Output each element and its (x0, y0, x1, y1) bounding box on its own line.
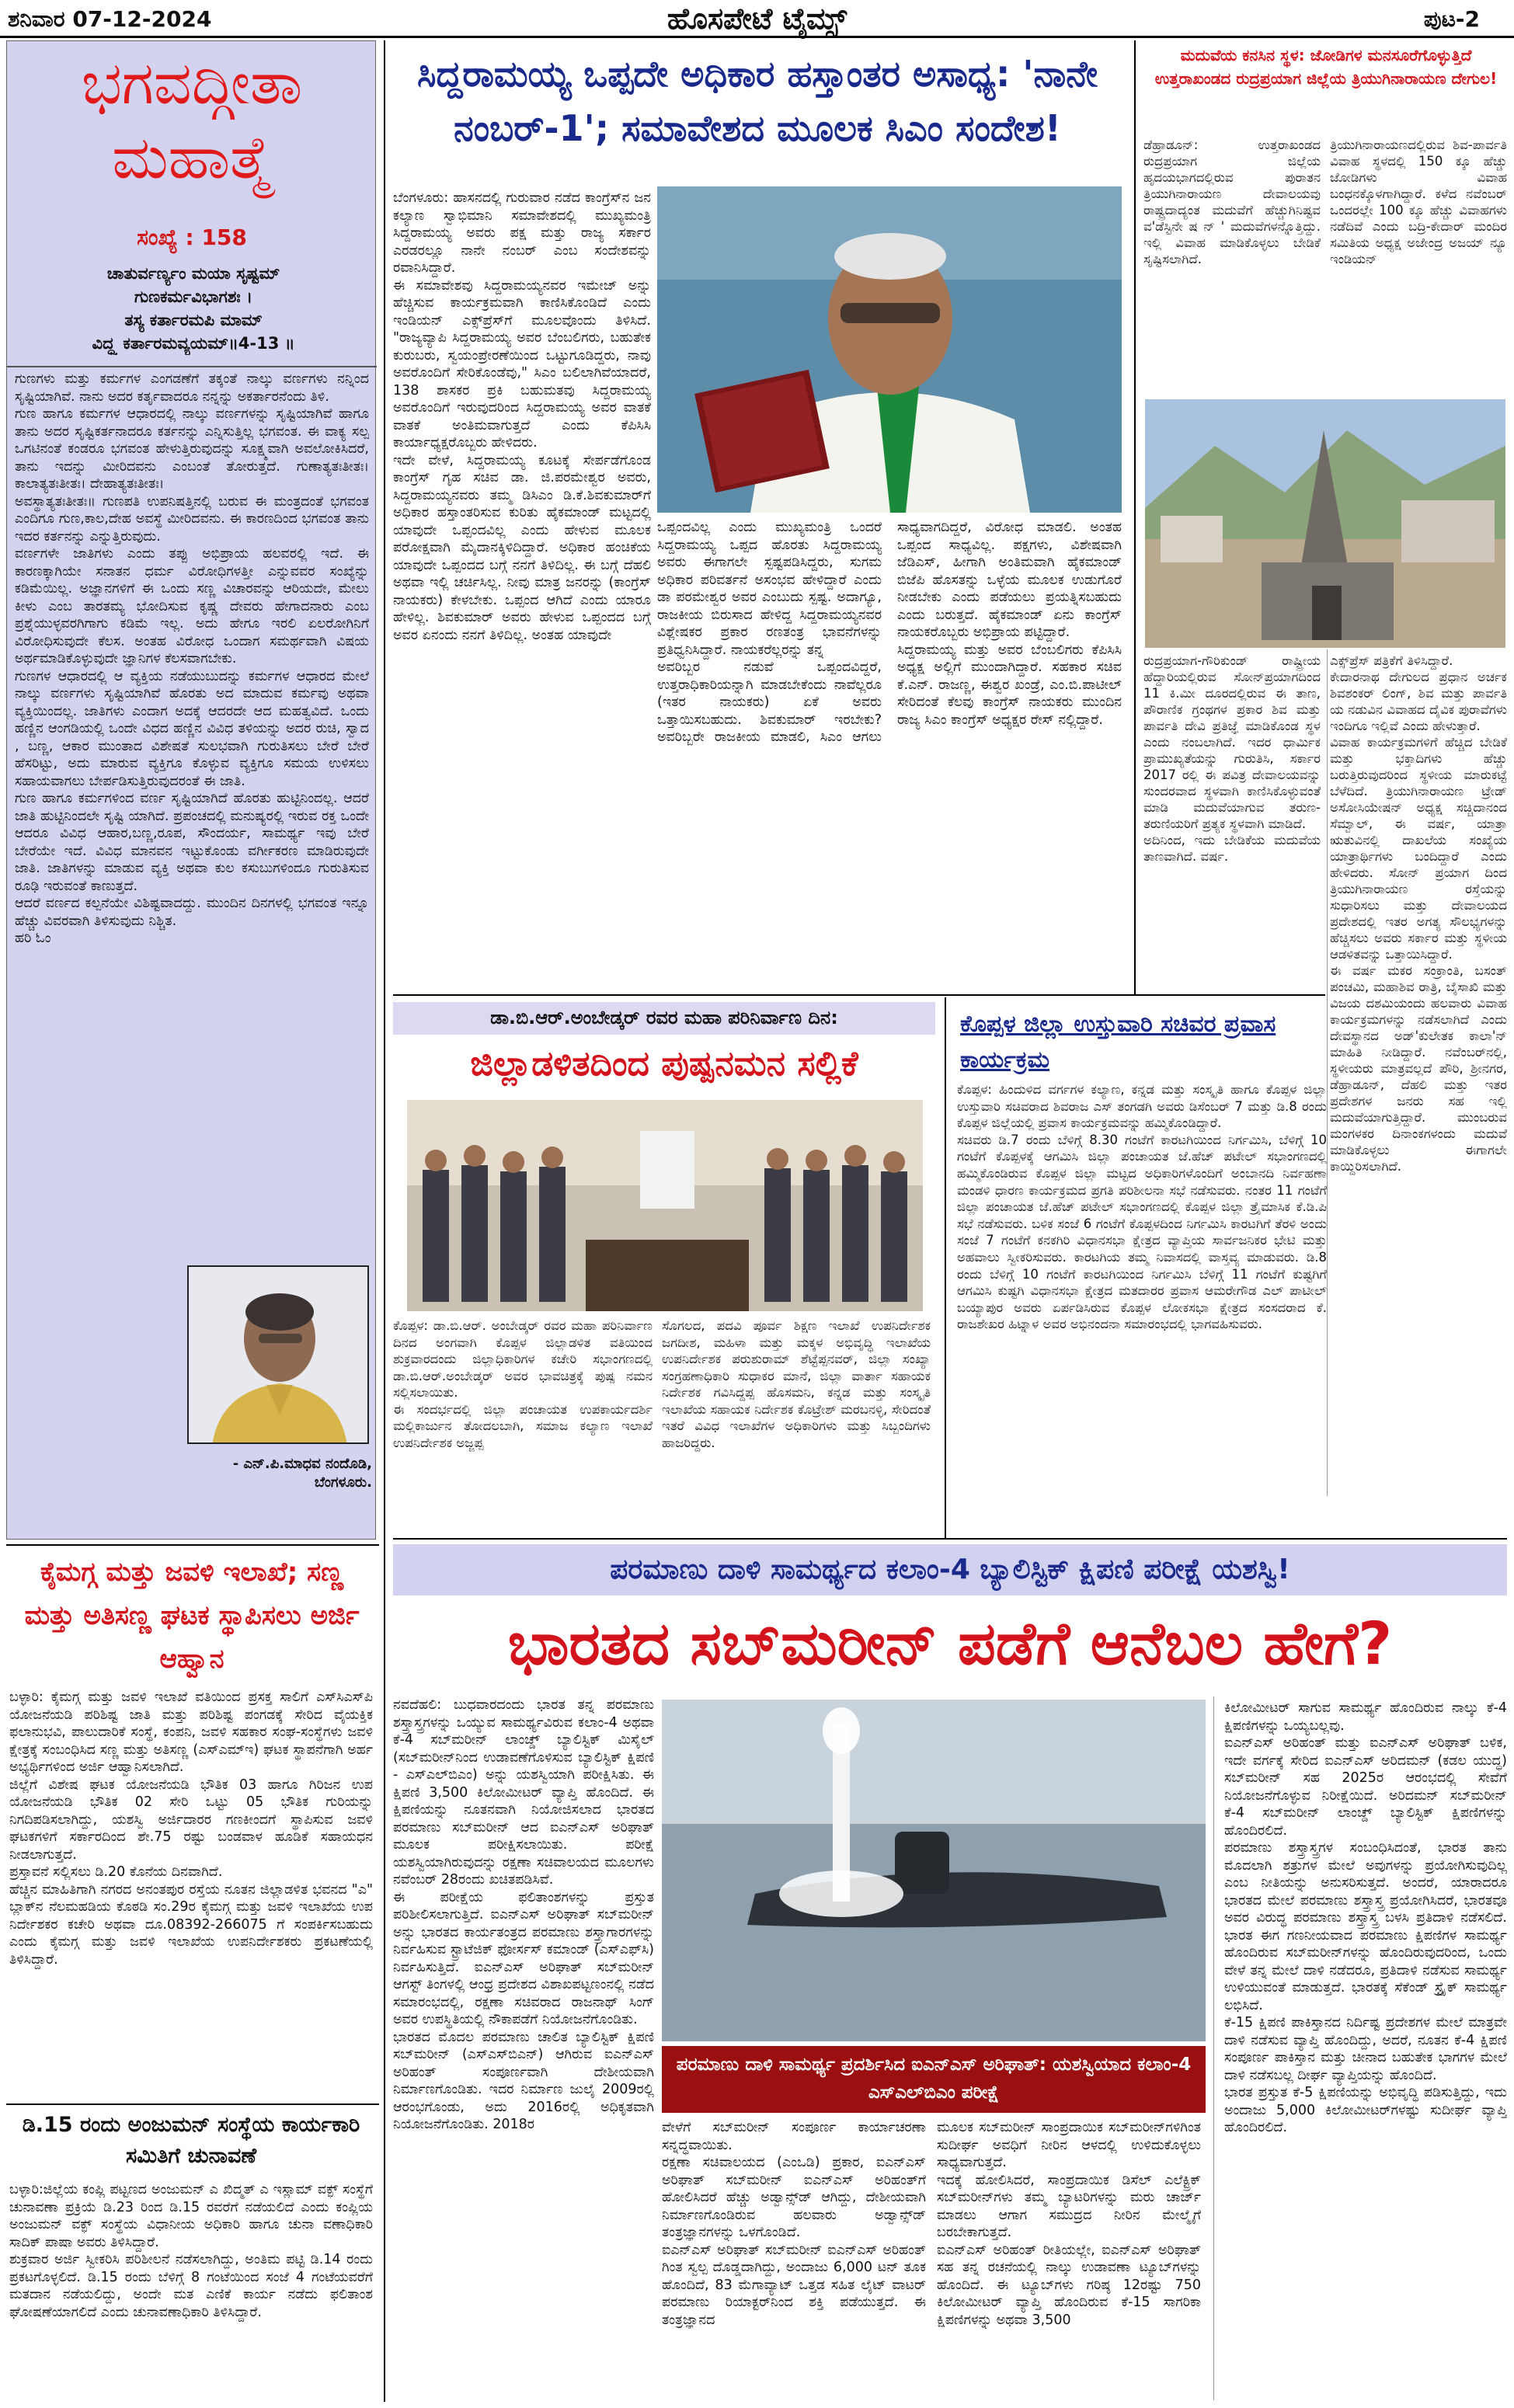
koppal-body: ಕೊಪ್ಪಳ: ಹಿಂದುಳಿದ ವರ್ಗಗಳ ಕಲ್ಯಾಣ, ಕನ್ನಡ ಮತ್ತು ಸಂಸ್ಕೃತಿ ಹಾಗೂ ಕೊಪ್ಪಳ ಜಿಲ್ಲಾ ಉಸ್ತುವಾರಿ ಸಚಿವರಾದ ಶಿವರಾಜ ಎಸ್ ತಂಗಡಗಿ ಅವರು ಡಿಸೆಂಬರ್ 7 ಮತ್ತು ಡಿ.8 ರಂದು ಕೊಪ್ಪಳ ಜಿಲ್ಲೆಯಲ್ಲಿ ಪ್ರವಾಸ ಕಾರ್ಯಕ್ರಮವನ್ನು ಹಮ್ಮಿಕೊಂಡಿದ್ದಾರೆ. ಸಚಿವರು ಡಿ.7 ರಂದು ಬೆಳಿಗ್ಗೆ 8.30 ಗಂಟೆಗೆ ಕಾರಟಗಿಯಿಂದ ನಿರ್ಗಮಿಸಿ, ಬೆಳಿಗ್ಗೆ 10 ಗಂಟೆಗೆ ಕೊಪ್ಪಳಕ್ಕೆ ಆಗಮಿಸಿ ಜಿಲ್ಲಾ ಪಂಚಾಯತ ಜೆ.ಹೆಚ್ ಪಟೇಲ್ ಸಭಾಂಗಣದಲ್ಲಿ ಹಮ್ಮಿಕೊಂಡಿರುವ ಕೊಪ್ಪಳ ಜಿಲ್ಲಾ ಮಟ್ಟದ ಅಧಿಕಾರಿಗಳೊಂದಿಗೆ ಅಂಬಾನದಿ ನಿರ್ವಹಣಾ ಮಂಡಳಿ ಧಾರಣ ಕಾರ್ಯಕ್ರಮದ ಪ್ರಗತಿ ಪರಿಶೀಲನಾ ಸಭೆ ನಡೆಸುವರು. ನಂತರ 11 ಗಂಟೆಗೆ ಜಿಲ್ಲಾ ಪಂಚಾಯತ ಜೆ.ಹೆಚ್ ಪಟೇಲ್ ಸಭಾಂಗಣದಲ್ಲಿ ಕೊಪ್ಪಳ ಜಿಲ್ಲಾ ತ್ರೈಮಾಸಿಕ ಕೆ.ಡಿ.ಪಿ ಸಭೆ ನಡೆಸುವರು. ಬಳಿಕ ಸಂಜೆ 6 ಗಂಟೆಗೆ ಕೊಪ್ಪಳದಿಂದ ನಿರ್ಗಮಿಸಿ ಕಾರಟಗಿಗೆ ತೆರಳಿ ಅಂದು ಸಂಜೆ 7 ಗಂಟೆಗೆ ಕನಕಗಿರಿ ವಿಧಾನಸಭಾ ಕ್ಷೇತ್ರದ ವ್ಯಾಪ್ತಿಯ ಸಾರ್ವಜನಿಕರ ಭೇಟಿ ಮತ್ತು ಅಹವಾಲು ಸ್ವೀಕರಿಸುವರು. ಕಾರಟಗಿಯ ತಮ್ಮ ನಿವಾಸದಲ್ಲಿ ವಾಸ್ತವ್ಯ ಮಾಡುವರು. ಡಿ.8 ರಂದು ಬೆಳಿಗ್ಗೆ 10 ಗಂಟೆಗೆ ಕಾರಟಗಿಯಿಂದ ನಿರ್ಗಮಿಸಿ ಬೆಳಿಗ್ಗೆ 11 ಗಂಟೆಗೆ ಕುಷ್ಟಗಿಗೆ ಆಗಮಿಸಿ ಕುಷ್ಟಗಿ ವಿಧಾನಸಭಾ ಕ್ಷೇತ್ರದ ಮತದಾರರ ಪ್ರವಾಸ ಆಮರೇಗೌಡ ಎಲ್ ಪಾಟೀಲ್ ಬಯ್ಯಾಪುರ ಅವರು ಏರ್ಪಡಿಸಿರುವ ಕೊಪ್ಪಳ ಲೋಕಸಭಾ ಕ್ಷೇತ್ರದ ಸಂಸದರಾದ ಕೆ. ರಾಜಶೇಖರ ಹಿಟ್ನಾಳ ಅವರ ಅಭಿನಂದನಾ ಸಮಾರಂಭದಲ್ಲಿ ಭಾಗವಹಿಸುವರು. (957, 1082, 1327, 1332)
ambedkar-headline: ಜಿಲ್ಲಾಡಳಿತದಿಂದ ಪುಷ್ಪನಮನ ಸಲ್ಲಿಕೆ (470, 1044, 858, 1084)
left-column-rule (384, 40, 385, 2402)
author-photo (187, 1265, 369, 1444)
missile-kicker: ಪರಮಾಣು ದಾಳಿ ಸಾಮರ್ಥ್ಯದ ಕಲಾಂ-4 ಬ್ಯಾಲಿಸ್ಟಿಕ್ ಕ್ಷಿಪಣಿ ಪರೀಕ್ಷೆ ಯಶಸ್ವಿ! (610, 1554, 1290, 1585)
siddu-body-b: ಒಪ್ಪಂದವಿಲ್ಲ ಎಂದು ಮುಖ್ಯಮಂತ್ರಿ ಒಂದರೆ ಸಿದ್ದರಾಮಯ್ಯ ಒಪ್ಪದ ಹೊರತು ಸಿದ್ದರಾಮಯ್ಯ ಅವರು ಈಗಾಗಲೇ ಸ್ಪಷ್ಟಪಡಿಸಿದ್ದರು, ಸುಗಮ ಅಧಿಕಾರ ಪರಿವರ್ತನೆ ಅಸಂಭವ ಹೇಳಿದ್ದಾರೆ ಎಂದು ಡಾ ಪರಮೇಶ್ವರ ಅವರ ಎಂಬುದು ಸ್ಪಷ್ಟ. ಅದಾಗ್ಯೂ, ರಾಜಕೀಯ ಬಿರುಸಾದ ಹೇಳಿದ್ದ ಸಿದ್ದರಾಮಯ್ಯನವರ ವಿಶ್ಲೇಷಕರ ಪ್ರಕಾರ ರಣತಂತ್ರ ಭಾವನೆಗಳನ್ನು ಪ್ರತಿಧ್ವನಿಸಿದ್ದಾರೆ. ನಾಯಕರೆಲ್ಲರನ್ನು ತನ್ನ ಅವರಿಬ್ಬರ ನಡುವೆ ಒಪ್ಪಂದವಿದ್ದರೆ, ಉತ್ತರಾಧಿಕಾರಿಯನ್ನಾಗಿ ಮಾಡಬೇಕೆಂದು ನಾವೆಲ್ಲರೂ (ಇತರ ನಾಯಕರು) ಏಕೆ ಅವರು ಒತ್ತಾಯಿಸಬಹುದು. ಶಿವಕುಮಾರ್ ಇರಬೇಕು? ಅವರಿಬ್ಬರೇ ರಾಜಕೀಯ ಮಾಡಲಿ, ಸಿಎಂ ಆಗಲು ಸಾಧ್ಯವಾಗದಿದ್ದರೆ, ವಿರೋಧ ಮಾಡಲಿ. ಅಂತಹ ಒಪ್ಪಂದ ಸಾಧ್ಯವಿಲ್ಲ. ಪಕ್ಷಗಳು, ವಿಶೇಷವಾಗಿ ಜೆಡಿಎಸ್, ಹೀಗಾಗಿ ಅಂತಿಮವಾಗಿ ಹೈಕಮಾಂಡ್ ಬಿಜೆಪಿ ಹೊಸತನ್ನು ಒಳ್ಳೆಯ ಮೂಲಕ ಉಡುಗೊರೆ ನೀಡಬೇಕು ಎಂದು ಪಡೆಯಲು ಪ್ರಯತ್ನಿಸಬಹುದು ಎಂದು ಬರುತ್ತದೆ. ಹೈಕಮಾಂಡ್ ಏನು ಕಾಂಗ್ರೆಸ್ ನಾಯಕರೊಬ್ಬರು ಅಭಿಪ್ರಾಯ ಪಟ್ಟಿದ್ದಾರೆ. ಸಿದ್ದರಾಮಯ್ಯ ಮತ್ತು ಅವರ ಬೆಂಬಲಿಗರು ಕೆಪಿಸಿಸಿ ಅಧ್ಯಕ್ಷ ಅಲ್ಲಿಗೆ ಮುಂದಾಗಿದ್ದಾರೆ. ಸಹಕಾರ ಸಚಿವ ಕೆ.ಎನ್. ರಾಜಣ್ಣ, ಈಶ್ವರ ಖಂಡ್ರೆ, ಎಂ.ಬಿ.ಪಾಟೀಲ್ ಸೇರಿದಂತೆ ಕೆಲವು ಕಾಂಗ್ರೆಸ್ ನಾಯಕರು ಮುಂದಿನ ರಾಜ್ಯ ಸಿಎಂ ಕಾಂಗ್ರೆಸ್ ಅಧ್ಯಕ್ಷರ ರೇಸ್ ನಲ್ಲಿದ್ದಾರೆ. (657, 520, 1122, 745)
temple-inner-rule (1327, 649, 1328, 1496)
anjuman-body: ಬಳ್ಳಾರಿ:ಜಿಲ್ಲೆಯ ಕಂಪ್ಲಿ ಪಟ್ಟಣದ ಅಂಜುಮನ್ ಎ ಖಿದ್ಮತ್ ಎ ಇಸ್ಲಾಮ್ ವಕ್ಫ್ ಸಂಸ್ಥೆಗೆ ಚುನಾವಣಾ ಪ್ರಕ್ರಿಯೆ ಡಿ.23 ರಿಂದ ಡಿ.15 ರವರೆಗೆ ನಡೆಯಲಿದೆ ಎಂದು ಕಂಪ್ಲಿಯ ಅಂಜುಮನ್ ವಕ್ಫ್ ಸಂಸ್ಥೆಯ ವಿಧಾನೀಯ ಅಧಿಕಾರಿ ಹಾಗೂ ಚುನಾ ವಣಾಧಿಕಾರಿ ಸಾದಿಕ್ ಪಾಷಾ ಅವರು ತಿಳಿಸಿದ್ದಾರೆ. ಶುಕ್ರವಾರ ಅರ್ಜಿ ಸ್ವೀಕರಿಸಿ ಪರಿಶೀಲನೆ ನಡೆಸಲಾಗಿದ್ದು, ಅಂತಿಮ ಪಟ್ಟಿ ಡಿ.14 ರಂದು ಪ್ರಕಟಗೊಳ್ಳಲಿದೆ. ಡಿ.15 ರಂದು ಬೆಳಿಗ್ಗೆ 8 ಗಂಟೆಯಿಂದ ಸಂಜೆ 4 ಗಂಟೆಯವರೆಗೆ ಮತದಾನ ನಡೆಯಲಿದ್ದು, ಅಂದೇ ಮತ ಎಣಿಕೆ ಕಾರ್ಯ ನಡೆದು ಫಲಿತಾಂಶ ಘೋಷಣೆಯಾಗಲಿದೆ ಎಂದು ಚುನಾವಣಾಧಿಕಾರಿ ತಿಳಿಸಿದ್ದಾರೆ. (9, 2182, 373, 2320)
missile-col4: ಕಿಲೋಮೀಟರ್ ಸಾಗುವ ಸಾಮರ್ಥ್ಯ ಹೊಂದಿರುವ ನಾಲ್ಕು ಕೆ-4 ಕ್ಷಿಪಣಿಗಳನ್ನು ಒಯ್ಯಬಲ್ಲವು. ಐಎನ್‌ಎಸ್ ಅರಿಹಂತ್ ಮತ್ತು ಐಎನ್‌ಎಸ್ ಅರಿಘಾತ್ ಬಳಿಕ, ಇದೇ ವರ್ಗಕ್ಕೆ ಸೇರಿದ ಐಎನ್‌ಎಸ್ ಅರಿದಮನ್ (ಕಡಲ ಯುದ್ಧ) ಸಬ್‌ಮರೀನ್ ಸಹ 2025ರ ಆರಂಭದಲ್ಲಿ ಸೇವೆಗೆ ನಿಯೋಜನೆಗೊಳ್ಳುವ ನಿರೀಕ್ಷೆಯಿದೆ. ಅರಿದಮನ್ ಸಬ್‌ಮರೀನ್ ಕೆ-4 ಸಬ್‌ಮರೀನ್ ಲಾಂಚ್ಡ್ ಬ್ಯಾಲಿಸ್ಟಿಕ್ ಕ್ಷಿಪಣಿಗಳನ್ನು ಹೊಂದಿರಲಿದೆ. ಪರಮಾಣು ಶಸ್ತ್ರಾಸ್ತ್ರಗಳ ಸಂಬಂಧಿಸಿದಂತೆ, ಭಾರತ ತಾನು ಮೊದಲಾಗಿ ಶತ್ರುಗಳ ಮೇಲೆ ಅವುಗಳನ್ನು ಪ್ರಯೋಗಿಸುವುದಿಲ್ಲ ಎಂಬ ನೀತಿಯನ್ನು ಅನುಸರಿಸುತ್ತದೆ. ಅಂದರೆ, ಯಾರಾದರೂ ಭಾರತದ ಮೇಲೆ ಪರಮಾಣು ಶಸ್ತ್ರಾಸ್ತ್ರ ಪ್ರಯೋಗಿಸಿದರೆ, ಭಾರತವೂ ಅವರ ವಿರುದ್ಧ ಪರಮಾಣು ಶಸ್ತ್ರಾಸ್ತ್ರ ಬಳಸಿ ಪ್ರತಿದಾಳಿ ನಡೆಸಲಿದೆ. ಭಾರತ ಈಗ ಗಣನೀಯವಾದ ಪರಮಾಣು ಕ್ಷಿಪಣಿಗಳ ಸಾಮರ್ಥ್ಯ ಹೊಂದಿರುವ ಸಬ್‌ಮರೀನ್‌ಗಳನ್ನು ಹೊಂದಿರುವುದರಿಂದ, ಒಂದು ವೇಳೆ ತನ್ನ ಮೇಲೆ ದಾಳಿ ನಡೆದರೂ, ಪ್ರತಿದಾಳಿ ನಡೆಸುವ ಸಾಮರ್ಥ್ಯ ಉಳಿಯುವಂತೆ ಮಾಡುತ್ತದೆ. ಭಾರತಕ್ಕೆ ಸೆಕೆಂಡ್ ಸ್ಟ್ರೈಕ್ ಸಾಮರ್ಥ್ಯ ಲಭಿಸಿದೆ. ಕೆ-15 ಕ್ಷಿಪಣಿ ಪಾಕಿಸ್ತಾನದ ನಿರ್ದಿಷ್ಟ ಪ್ರದೇಶಗಳ ಮೇಲೆ ಮಾತ್ರವೇ ದಾಳಿ ನಡೆಸುವ ವ್ಯಾಪ್ತಿ ಹೊಂದಿದ್ದು, ಅದರೆ, ನೂತನ ಕೆ-4 ಕ್ಷಿಪಣಿ ಸಂಪೂರ್ಣ ಪಾಕಿಸ್ತಾನ ಮತ್ತು ಚೀನಾದ ಬಹುತೇಕ ಭಾಗಗಳ ಮೇಲೆ ದಾಳಿ ನಡೆಸಬಲ್ಲ ದೀರ್ಘ ವ್ಯಾಪ್ತಿಯನ್ನು ಹೊಂದಿದೆ. ಭಾರತ ಪ್ರಸ್ತುತ ಕೆ-5 ಕ್ಷಿಪಣಿಯನ್ನು ಅಭಿವೃದ್ಧಿ ಪಡಿಸುತ್ತಿದ್ದು, ಇದು ಅಂದಾಜು 5,000 ಕಿಲೋಮೀಟರ್‌ಗಳಷ್ಟು ಸುದೀರ್ಘ ವ್ಯಾಪ್ತಿ ಹೊಂದಿರಲಿದೆ. (1224, 1700, 1507, 2135)
missile-photo (662, 1700, 1206, 2041)
ambedkar-kicker: ಡಾ.ಬಿ.ಆರ್.ಅಂಬೇಡ್ಕರ್ ರವರ ಮಹಾ ಪರಿನಿರ್ವಾಣ ದಿನ: (490, 1007, 838, 1028)
koppal-headline: ಕೊಪ್ಪಳ ಜಿಲ್ಲಾ ಉಸ್ತುವಾರಿ ಸಚಿವರ ಪ್ರವಾಸ ಕಾರ್ಯಕ್ರಮ (960, 1011, 1276, 1074)
missile-kicker-box (393, 1544, 1507, 1595)
temple-body-a: ಡೆಹ್ರಾಡೂನ್: ಉತ್ತರಾಖಂಡದ ರುದ್ರಪ್ರಯಾಗ ಜಿಲ್ಲೆಯ ಹೃದಯಭಾಗದಲ್ಲಿರುವ ಪುರಾತನ ತ್ರಿಯುಗಿನಾರಾಯಣ ದೇವಾಲಯವು ರಾಷ್ಟ್ರದಾದ್ಯಂತ ಮದುವೆಗೆ ಹೆಚ್ಚುಗಿನಿಷ್ಟವ ವ'ಡೆಸ್ಟಿನೇ ಷ ನ್ ' ಮದುವೆಗಳನ್ನೊತ್ತಿದ್ದು. ಇಲ್ಲಿ ವಿವಾಹ ಮಾಡಿಕೊಳ್ಳಲು ಬೇಡಿಕೆ ಸೃಷ್ಟಿಸಲಾಗಿದೆ. (1143, 137, 1321, 266)
ambedkar-body-a: ಕೊಪ್ಪಳ: ಡಾ.ಬಿ.ಆರ್. ಅಂಬೇಡ್ಕರ್ ರವರ ಮಹಾ ಪರಿನಿರ್ವಾಣ ದಿನದ ಅಂಗವಾಗಿ ಕೊಪ್ಪಳ ಜಿಲ್ಲಾಡಳಿತ ವತಿಯಿಂದ ಶುಕ್ರವಾರದಂದು ಜಿಲ್ಲಾಧಿಕಾರಿಗಳ ಕಚೇರಿ ಸಭಾಂಗಣದಲ್ಲಿ ಡಾ.ಬಿ.ಆರ್.ಅಂಬೇಡ್ಕರ್ ಅವರ ಭಾವಚಿತ್ರಕ್ಕೆ ಪುಷ್ಪ ನಮನ ಸಲ್ಲಿಸಲಾಯಿತು. ಈ ಸಂದರ್ಭದಲ್ಲಿ ಜಿಲ್ಲಾ ಪಂಚಾಯತ ಉಪಕಾರ್ಯದರ್ಶಿ ಮಲ್ಲಿಕಾರ್ಜುನ ತೋದಲಬಾಗಿ, ಸಮಾಜ ಕಲ್ಯಾಣ ಇಲಾಖೆ ಉಪನಿರ್ದೇಶಕ ಅಜ್ಜಪ್ಪ (393, 1318, 653, 1450)
siddu-headline: ಸಿದ್ದರಾಮಯ್ಯ ಒಪ್ಪದೇ ಅಧಿಕಾರ ಹಸ್ತಾಂತರ ಅಸಾಧ್ಯ: 'ನಾನೇ ನಂಬರ್-1'; ಸಮಾವೇಶದ ಮೂಲಕ ಸಿಎಂ ಸಂದೇಶ! (417, 53, 1098, 149)
mid-row-rule (393, 994, 1325, 996)
trijuginarayan-temple-image (1145, 399, 1505, 648)
koppal-column-rule (945, 997, 946, 1538)
temple-body-b: ತ್ರಿಯುಗಿನಾರಾಯಣದಲ್ಲಿರುವ ಶಿವ-ಪಾರ್ವತಿ ವಿವಾಹ ಸ್ಥಳದಲ್ಲಿ 150 ಕ್ಕೂ ಹೆಚ್ಚು ಜೋಡಿಗಳು ವಿವಾಹ ಬಂಧನಕ್ಕೊಳಗಾಗಿದ್ದಾರೆ. ಕಳೆದ ನವೆಂಬರ್ ಒಂದರಲ್ಲೇ 100 ಕ್ಕೂ ಹೆಚ್ಚು ವಿವಾಹಗಳು ನಡೆದಿವೆ ಎಂದು ಬದ್ರಿ-ಕೇದಾರ್ ಮಂದಿರ ಸಮಿತಿಯ ಅಧ್ಯಕ್ಷ ಅಜೇಂದ್ರ ಅಜಯ್ ನ್ಯೂ ಇಂಡಿಯನ್ (1330, 137, 1507, 266)
missile-top-rule (393, 1538, 1507, 1540)
siddu-body-a: ಬೆಂಗಳೂರು: ಹಾಸನದಲ್ಲಿ ಗುರುವಾರ ನಡೆದ ಕಾಂಗ್ರೆಸ್‌ನ ಜನ ಕಲ್ಯಾಣ ಸ್ವಾಭಿಮಾನಿ ಸಮಾವೇಶದಲ್ಲಿ ಮುಖ್ಯಮಂತ್ರಿ ಸಿದ್ದರಾಮಯ್ಯ ಅವರು ಪಕ್ಷ ಮತ್ತು ರಾಜ್ಯ ಸರ್ಕಾರ ಎರಡರಲ್ಲೂ ನಾನೇ ನಂಬರ್ ಎಂಬ ಸಂದೇಶವನ್ನು ರವಾನಿಸಿದ್ದಾರೆ. ಈ ಸಮಾವೇಶವು ಸಿದ್ದರಾಮಯ್ಯನವರ ಇಮೇಜ್ ಅನ್ನು ಹೆಚ್ಚಿಸುವ ಕಾರ್ಯಕ್ರಮವಾಗಿ ಕಾಣಿಸಿಕೊಂಡಿದೆ ಎಂದು ಇಂಡಿಯನ್ ಎಕ್ಸ್‌ಪ್ರೆಸ್‌ಗೆ ಮೂಲವೊಂದು ತಿಳಿಸಿದೆ. "ರಾಜ್ಯವ್ಯಾಪಿ ಸಿದ್ದರಾಮಯ್ಯ ಅವರ ಬೆಂಬಲಿಗರು, ಬಹುತೇಕ ಕುರುಬರು, ಸ್ವಯಂಪ್ರೇರಣೆಯಿಂದ ಒಟ್ಟುಗೂಡಿದ್ದರು, ನಾವು ಅವರೊಂದಿಗೆ ಸೇರಿಕೊಂಡೆವು," ಸಿಎಂ ಬಲಿಲಾಗಿವೆಯಾದರೆ, 138 ಶಾಸಕರ ಪ್ರಕಿ ಬಹುಮತವು ಸಿದ್ದರಾಮಯ್ಯ ಅವರೊಂದಿಗೆ ಇರುವುದರಿಂದ ಸಿದ್ದರಾಮಯ್ಯ ಅವರ ವಾತಕೆ ವಾತಕೆ ಅಂತಿಮವಾಗುತ್ತದೆ ಎಂದು ಕೆಪಿಸಿಸಿ ಕಾರ್ಯಾಧ್ಯಕ್ಷರೊಬ್ಬರು ಹೇಳಿದರು. ಇದೇ ವೇಳೆ, ಸಿದ್ದರಾಮಯ್ಯ ಕೂಟಕ್ಕೆ ಸೇರ್ಪಡೆಗೊಂಡ ಕಾಂಗ್ರೆಸ್ ಗೃಹ ಸಚಿವ ಡಾ. ಜಿ.ಪರಮೇಶ್ವರ ಅವರು, ಸಿದ್ದರಾಮಯ್ಯನವರು ತಮ್ಮ ಡಿಸಿಎಂ ಡಿ.ಕೆ.ಶಿವಕುಮಾರ್‌ಗೆ ಅಧಿಕಾರ ಹಸ್ತಾಂತರಿಸುವ ಕುರಿತು ಹೈಕಮಾಂಡ್ ಮಟ್ಟದಲ್ಲಿ ಯಾವುದೇ ಒಪ್ಪಂದವಿಲ್ಲ ಎಂದು ಹೇಳುವ ಮೂಲಕ ಪರೋಕ್ಷವಾಗಿ ಮೈದಾನಕ್ಕಿಳಿದಿದ್ದಾರೆ. ಅಧಿಕಾರ ಹಂಚಿಕೆಯ ಯಾವುದೇ ಒಪ್ಪಂದದ ಬಗ್ಗೆ ನನಗೆ ತಿಳಿದಿಲ್ಲ. ಈ ಬಗ್ಗೆ ದೆಹಲಿ ಅಥವಾ ಇಲ್ಲಿ ಚರ್ಚಿಸಿಲ್ಲ. ನೀವು ಮಾತ್ರ ಜನರನ್ನು (ಕಾಂಗ್ರೆಸ್ ನಾಯಕರು) ಕೇಳಬೇಕು. ಒಪ್ಪಂದ ಆಗಿದೆ ಎಂದು ಯಾರೂ ಹೇಳಿಲ್ಲ. ಶಿವಕುಮಾರ್ ಅವರು ಹೇಳುವ ಒಪ್ಪಂದದ ಬಗ್ಗೆ ಅವರ ಏನಂದು ನನಗೆ ತಿಳಿದಿಲ್ಲ. ಅಂತಹ ಯಾವುದೇ (393, 190, 651, 643)
gita-author: - ಎನ್.ಪಿ.ಮಾಧವ ನಂದೊಡಿ, ಬೆಂಗಳೂರು. (232, 1456, 372, 1491)
siddu-photo (657, 186, 1122, 513)
missile-caption: ಪರಮಾಣು ದಾಳಿ ಸಾಮರ್ಥ್ಯ ಪ್ರದರ್ಶಿಸಿದ ಐಎನ್‌ಎಸ್ ಅರಿಘಾತ್: ಯಶಸ್ವಿಯಾದ ಕಲಾಂ-4 ಎಸ್‌ಎಲ್‌ಬಿಎಂ ಪರೀಕ್ಷೆ (676, 2055, 1192, 2103)
ambedkar-photo (407, 1100, 923, 1311)
gita-title: ಭಗವದ್ಗೀತಾ ಮಹಾತ್ಮೆ (81, 48, 303, 192)
temple-column-rule (1134, 40, 1136, 996)
temple-body-d: ಎಕ್ಸ್‌ಪ್ರೆಸ್ ಪತ್ರಿಕೆಗೆ ತಿಳಿಸಿದ್ದಾರೆ. ಕೇದಾರನಾಥ ದೇಗುಲದ ಪ್ರಧಾನ ಅರ್ಚಕ ಶಿವಶಂಕರ್ ಲಿಂಗ್, ಶಿವ ಮತ್ತು ಪಾರ್ವತಿ ಯ ನಡುವಿನ ವಿವಾಹದ ದೈವಿಕ ಪುರಾವೆಗಳು ಇಂದಿಗೂ ಇಲ್ಲಿವೆ ಎಂದು ಹೇಳುತ್ತಾರೆ. ವಿವಾಹ ಕಾರ್ಯಕ್ರಮಗಳಿಗೆ ಹೆಚ್ಚಿದ ಬೇಡಿಕೆ ಮತ್ತು ಭಕ್ತಾದಿಗಳು ಹೆಚ್ಚು ಬರುತ್ತಿರುವುದರಿಂದ ಸ್ಥಳೀಯ ಮಾರುಕಟ್ಟೆ ಬೆಳೆದಿದೆ. ತ್ರಿಯುಗಿನಾರಾಯಣ ಟ್ರೇಡ್ ಅಸೋಸಿಯೇಷನ್ ಅಧ್ಯಕ್ಷ ಸಚ್ಚಿದಾನಂದ ಸೆಮ್ವಾಲ್, ಈ ವರ್ಷ, ಯಾತ್ರಾ ಋತುವಿನಲ್ಲಿ ದಾಖಲೆಯ ಸಂಖ್ಯೆಯ ಯಾತ್ರಾರ್ಥಿಗಳು ಬಂದಿದ್ದಾರೆ ಎಂದು ಹೇಳಿದರು. ಸೋನ್ ಪ್ರಯಾಗ ದಿಂದ ತ್ರಿಯುಗಿನಾರಾಯಣ ರಸ್ತೆಯನ್ನು ಸುಧಾರಿಸಲು ಮತ್ತು ದೇವಾಲಯದ ಪ್ರದೇಶದಲ್ಲಿ ಇತರ ಅಗತ್ಯ ಸೌಲಭ್ಯಗಳನ್ನು ಹೆಚ್ಚಿಸಲು ಅವರು ಸರ್ಕಾರ ಮತ್ತು ಸ್ಥಳೀಯ ಆಡಳಿತವನ್ನು ಒತ್ತಾಯಿಸಿದ್ದಾರೆ. ಈ ವರ್ಷ ಮಕರ ಸಂಕ್ರಾಂತಿ, ಬಸಂತ್ ಪಂಚಮಿ, ಮಹಾಶಿವ ರಾತ್ರಿ, ಬೈಸಾಖಿ ಮತ್ತು ವಿಜಯ ದಶಮಿಯಂದು ಹಲವಾರು ವಿವಾಹ ಕಾರ್ಯಕ್ರಮಗಳನ್ನು ನಡೆಸಲಾಗಿದೆ ಎಂದು ದೇವಸ್ಥಾನದ ಅಡ್'ಕುಲೇತಕ ಕಾಲಾ'ನ್ ಮಾಹಿತಿ ನೀಡಿದ್ದಾರೆ. ನವೆಂಬರ್‌ನಲ್ಲಿ, ಸ್ಥಳೀಯರು ಮಾತ್ರವಲ್ಲದೆ ಪೌರಿ, ಶ್ರೀನಗರ, ಡೆಹ್ರಾಡೂನ್, ದೆಹಲಿ ಮತ್ತು ಇತರ ಪ್ರದೇಶಗಳ ಜನರು ಸಹ ಇಲ್ಲಿ ಮದುವೆಯಾಗುತ್ತಿದ್ದಾರೆ. ಮುಂಬರುವ ಮಂಗಳಕರ ದಿನಾಂಕಗಳಂದು ಮದುವೆ ಮಾಡಿಕೊಳ್ಳಲು ಈಗಾಗಲೇ ಕಾಯ್ದಿರಿಸಲಾಗಿದೆ. (1330, 653, 1507, 1174)
gita-body-rule (7, 366, 377, 367)
missile-headline: ಭಾರತದ ಸಬ್‌ಮರೀನ್ ಪಡೆಗೆ ಆನೆಬಲ ಹೇಗೆ? (507, 1609, 1393, 1678)
page-number: ಪುಟ-2 (1423, 6, 1480, 32)
missile-col3: ಮೂಲಕ ಸಬ್‌ಮರೀನ್ ಸಾಂಪ್ರದಾಯಿಕ ಸಬ್‌ಮರೀನ್‌ಗಳಿಗಿಂತ ಸುದೀರ್ಘ ಅವಧಿಗೆ ನೀರಿನ ಆಳದಲ್ಲಿ ಉಳಿದುಕೊಳ್ಳಲು ಸಾಧ್ಯವಾಗುತ್ತದೆ. ಇದಕ್ಕೆ ಹೋಲಿಸಿದರೆ, ಸಾಂಪ್ರದಾಯಿಕ ಡಿಸೆಲ್ ಎಲೆಕ್ಟ್ರಿಕ್ ಸಬ್‌ಮರೀನ್‌ಗಳು ತಮ್ಮ ಬ್ಯಾಟರಿಗಳನ್ನು ಮರು ಚಾರ್ಜ್ ಮಾಡಲು ಆಗಾಗ ಸಮುದ್ರದ ನೀರಿನ ಮೇಲ್ಮೈಗೆ ಬರಬೇಕಾಗುತ್ತದೆ. ಐಎನ್‌ಎಸ್ ಅರಿಹಂತ್ ರೀತಿಯಲ್ಲೇ, ಐಎನ್‌ಎಸ್ ಅರಿಘಾತ್ ಸಹ ತನ್ನ ರಚನೆಯಲ್ಲಿ ನಾಲ್ಕು ಉಡಾವಣಾ ಟ್ಯೂಬ್‌ಗಳನ್ನು ಹೊಂದಿದೆ. ಈ ಟ್ಯೂಬ್‌ಗಳು ಗರಿಷ್ಠ 12ರಷ್ಟು 750 ಕಿಲೋಮೀಟರ್ ವ್ಯಾಪ್ತಿ ಹೊಂದಿರುವ ಕೆ-15 ಸಾಗರಿಕಾ ಕ್ಷಿಪಣಿಗಳನ್ನು ಅಥವಾ 3,500 (937, 2120, 1201, 2328)
gita-verse: ಚಾತುರ್ವರ್ಣ್ಯಂ ಮಯಾ ಸೃಷ್ಟಮ್ ಗುಣಕರ್ಮವಿಭಾಗಶಃ । ತಸ್ಯ ಕರ್ತಾರಮಪಿ ಮಾಮ್ ವಿದ್ಧ್ಯ ಕರ್ತಾರಮವ್ಯಯಮ್॥4-13 ॥ (92, 264, 295, 353)
temple-headline: ಮದುವೆಯ ಕನಸಿನ ಸ್ಥಳ: ಜೋಡಿಗಳ ಮನಸೂರೆಗೊಳ್ಳುತ್ತಿದೆ ಉತ್ತರಾಖಂಡದ ರುದ್ರಪ್ರಯಾಗ ಜಿಲ್ಲೆಯ ತ್ರಿಯುಗಿನಾರಾಯಣ ದೇಗುಲ! (1154, 46, 1498, 88)
gita-section (6, 40, 376, 1540)
cm-reading-book-image (657, 186, 1122, 513)
submarine-image (662, 1700, 1206, 2041)
issue-date: ಶನಿವಾರ 07-12-2024 (8, 6, 212, 32)
gita-body: ಗುಣಗಳು ಮತ್ತು ಕರ್ಮಗಳ ಎಂಗಡಣೆಗೆ ತಕ್ಕಂತೆ ನಾಲ್ಕು ವರ್ಣಗಳು ನನ್ನಿಂದ ಸೃಷ್ಟಿಯಾಗಿವೆ. ನಾನು ಅದರ ಕರ್ತೃವಾದರೂ ನನ್ನನ್ನು ಅಕರ್ತಾರನೆಂದು ತಿಳಿ. ಗುಣ ಹಾಗೂ ಕರ್ಮಗಳ ಆಧಾರದಲ್ಲಿ ನಾಲ್ಕು ವರ್ಣಗಳನ್ನು ಸೃಷ್ಟಿಯಾಗಿವೆ ಹಾಗೂ ತಾನು ಅದರ ಸೃಷ್ಟಿಕರ್ತನಾದರೂ ಕರ್ತನನ್ನು ಎನ್ನಿಸುತ್ತಿಲ್ಲ ಭಗವಂತ. ಈ ವಾಕ್ಯ ಸಲ್ಪ ಒಗಟಿನಂತೆ ಕಂಡರೂ ಭಗವಂತ ಹೇಳುತ್ತಿರುವುದನ್ನು ಸೂಕ್ಷ್ಮವಾಗಿ ಅವಲೋಕಿಸಿದರೆ, ತಾನು ಇದನ್ನು ಮೀರಿದವನು ಎಂಬಂತೆ ತೋರುತ್ತದೆ. ಗುಣಾತ್ಯತಃತೀತಃ। ಕಾಲಾತ್ಯತಃತೀತಃ। ದೇಹಾತ್ಯತಃತೀತಃ। ಅವಸ್ಥಾತ್ಯತಃತೀತಃ॥ ಗುಣಪತಿ ಉಪನಿಷತ್ತಿನಲ್ಲಿ ಬರುವ ಈ ಮಂತ್ರದಂತೆ ಭಗವಂತ ಎಂದಿಗೂ ಗುಣ,ಕಾಲ,ದೇಹ ಅವಸ್ಥೆ ಮೀರಿದವನು. ಈ ಕಾರಣದಿಂದ ಭಗವಂತ ತಾನು ಇದರ ಕರ್ತನನ್ನು ಎನ್ನುತ್ತಿರುವುದು. ವರ್ಣಗಳೇ ಜಾತಿಗಳು ಎಂದು ತಪ್ಪು ಅಭಿಪ್ರಾಯ ಹಲವರಲ್ಲಿ ಇದೆ. ಈ ಕಾರಣಕ್ಕಾಗಿಯೇ ಸನಾತನ ಧರ್ಮ ವಿರೋಧಿಗಳತ್ತೀ ಎನ್ನುವವರ ಸಂಖ್ಯೆನ್ನು ಕಡಿಮೆಯಿಲ್ಲ. ಅಜ್ಞಾನಗಳಿಗೆ ಈ ಒಂದು ಸಣ್ಣ ವಿಚಾರವನ್ನು ಆರಿಯದೇ, ಮೇಲು ಕೀಳು ಎಂಬ ತಾರತಮ್ಯ ಭೋದಿಸುವ ಕೃಷ್ಣ ದೇವರು ಹೇಗಾದನಾರು ಎಂಬ ಪ್ರಶ್ನೆಯುಳ್ಳವರಗಿಗಾಗು ಕಡಿಮೆ ಇಲ್ಲ. ಅದು ಹೇಗೂ ಇರಲಿ ಏಲರೋಗಿನಿಗೆ ವಿರೋಧಿಸುವುದೇ ಕೆಲಸ. ಅಂತಹ ವಿರೋಧ ಒಂದಾಗ ಸಮರ್ಥವಾಗಿ ವಿಷಯ ಅರ್ಥಮಾಡಿಕೊಳ್ಳುವುದೇ ಜ್ಞಾನಿಗಳ ಕೆಲಸವಾಗಬೇಕು. ಗುಣಗಳ ಆಧಾರದಲ್ಲಿ ಆ ವ್ಯಕ್ತಿಯ ನಡೆಯುಬುದನ್ನು ಕರ್ಮಗಳ ಆಧಾರದ ಮೇಲೆ ನಾಲ್ಕು ವರ್ಣಗಳು ಸೃಷ್ಟಿಯಾಗಿವೆ ಹೊರತು ಅದ ಮಾದುವ ಕರ್ಮವು ಅಥವಾ ವ್ಯಕ್ತಿಯಿಂದಲ್ಲ. ಜಾತಿಗಳು ಎಂದಾಗ ಅದಕ್ಕೆ ಆದರದೇ ಆದ ಮಹತ್ವವಿದೆ. ಒಂದು ಹಣ್ಣಿನ ಆಂಗಡಿಯಲ್ಲಿ ಒಂದೇ ವಿಧದ ಹಣ್ಣಿನ ವಿವಿಧ ತಳಿಯನ್ನು ಅದರ ರುಚಿ, ಸ್ವಾದ , ಬಣ್ಣ, ಆಕಾರ ಮುಂತಾದ ವಿಶೇಷತೆ ಸುಲಭವಾಗಿ ಗುರುತಿಸಲು ಬೇರೆ ಬೇರೆ ಹೆಸರಿಟ್ಟು, ಅದು ಮಾರುವ ವ್ಯಕ್ತಿಗೂ ಕೊಳ್ಳುವ ವ್ಯಕ್ತಿಗೂ ಸಮಯ ಉಳಿಸಲು ಸಹಾಯವಾಗಲು ಬೇರ್ಪಡಿಸುತ್ತಿರುವುದರಂತೆ ಈ ಜಾತಿ. ಗುಣ ಹಾಗೂ ಕರ್ಮಗಳಿಂದ ವರ್ಣ ಸೃಷ್ಟಿಯಾಗಿದೆ ಹೊರತು ಹುಟ್ಟಿನಿಂದಲ್ಲ. ಆದರೆ ಜಾತಿ ಹುಟ್ಟಿನಿಂದಲೇ ಸೃಷ್ಟಿ ಯಾಗಿದೆ. ಪ್ರಪಂಚದಲ್ಲಿ ಮನುಷ್ಯರಲ್ಲಿ ಇರುವ ರಕ್ತ ಒಂದೇ ಆದರೂ ವಿವಿಧ ಆಹಾರ,ಬಣ್ಣ,ರೂಪ, ಸೌಂದರ್ಯ, ಸಾಮರ್ಥ್ಯ ಇವು ಬೇರೆ ಬೇರೆಯೇ ಇದೆ. ವಿವಿಧ ಮಾನವನ ಇಟ್ಟುಕೊಂಡು ವರ್ಗೀಕರಣ ಮಾಡಿರುವುದೇ ಜಾತಿ. ಜಾತಿಗಳನ್ನು ಮಾಡುವ ವ್ಯಕ್ತಿ ಅಥವಾ ಕುಲ ಕಸುಬುಗಳಿಂದೂ ಗುರುತಿಸುವ ರೂಢಿ ಇರುವಂತೆ ಕಾಣುತ್ತದೆ. ಆದರೆ ವರ್ಣದ ಕಲ್ಪನೆಯೇ ವಿಶಿಷ್ಟವಾದದ್ದು. ಮುಂದಿನ ದಿನಗಳಲ್ಲಿ ಭಗವಂತ ಇನ್ನೂ ಹೆಚ್ಚು ವಿವರವಾಗಿ ತಿಳಿಸುವುದು ನಿಶ್ಚಿತ. ಹರಿ ಓಂ (15, 371, 369, 946)
officials-tribute-image (407, 1100, 923, 1311)
missile-col-rule (1213, 1696, 1214, 2400)
ambedkar-kicker-box (393, 1002, 935, 1035)
missile-caption-box (662, 2046, 1206, 2113)
missile-col1: ನವದೆಹಲಿ: ಬುಧವಾರದಂದು ಭಾರತ ತನ್ನ ಪರಮಾಣು ಶಸ್ತ್ರಾಸ್ತ್ರಗಳನ್ನು ಒಯ್ಯುವ ಸಾಮರ್ಥ್ಯವಿರುವ ಕಲಾಂ-4 ಅಥವಾ ಕೆ-4 ಸಬ್‌ಮರೀನ್ ಲಾಂಚ್ಡ್ ಬ್ಯಾಲಿಸ್ಟಿಕ್ ಮಿಸೈಲ್ (ಸಬ್‌ಮರೀನ್‌ನಿಂದ ಉಡಾವಣೆಗೊಳಿಸುವ ಬ್ಯಾಲಿಸ್ಟಿಕ್ ಕ್ಷಿಪಣಿ - ಎಸ್‌ಎಲ್‌ಬಿಎಂ) ಅನ್ನು ಯಶಸ್ವಿಯಾಗಿ ಪರೀಕ್ಷಿಸಿತು. ಈ ಕ್ಷಿಪಣಿ 3,500 ಕಿಲೋಮೀಟರ್ ವ್ಯಾಪ್ತಿ ಹೊಂದಿದೆ. ಈ ಕ್ಷಿಪಣಿಯನ್ನು ನೂತನವಾಗಿ ನಿಯೋಜಿಸಲಾದ ಭಾರತದ ಪರಮಾಣು ಸಬ್‌ಮರೀನ್ ಆದ ಐಎನ್‌ಎಸ್ ಅರಿಘಾತ್ ಮೂಲಕ ಪರೀಕ್ಷಿಸಲಾಯಿತು. ಪರೀಕ್ಷೆ ಯಶಸ್ವಿಯಾಗಿರುವುದನ್ನು ರಕ್ಷಣಾ ಸಚಿವಾಲಯದ ಮೂಲಗಳು ನವೆಂಬರ್ 28ರಂದು ಖಚಿತಪಡಿಸಿವೆ. ಈ ಪರೀಕ್ಷೆಯ ಫಲಿತಾಂಶಗಳನ್ನು ಪ್ರಸ್ತುತ ಪರಿಶೀಲಿಸಲಾಗುತ್ತಿದೆ. ಐಎನ್‌ಎಸ್ ಅರಿಘಾತ್ ಸಬ್‌ಮರೀನ್ ಅನ್ನು ಭಾರತದ ಕಾರ್ಯತಂತ್ರದ ಪರಮಾಣು ಶಸ್ತ್ರಾಗಾರಗಳನ್ನು ನಿರ್ವಹಿಸುವ ಸ್ಟ್ರಾಟೆಜಿಕ್ ಫೋರ್ಸಸ್ ಕಮಾಂಡ್ (ಎಸ್‌ಎಫ್‌ಸಿ) ನಿರ್ವಹಿಸುತ್ತಿದೆ. ಐಎನ್‌ಎಸ್ ಅರಿಘಾತ್ ಸಬ್‌ಮರೀನ್ ಆಗಸ್ಟ್ ತಿಂಗಳಲ್ಲಿ ಆಂಧ್ರ ಪ್ರದೇಶದ ವಿಶಾಖಪಟ್ಟಣಂನಲ್ಲಿ ನಡೆದ ಸಮಾರಂಭದಲ್ಲಿ, ರಕ್ಷಣಾ ಸಚಿವರಾದ ರಾಜನಾಥ್ ಸಿಂಗ್ ಅವರ ಉಪಸ್ಥಿತಿಯಲ್ಲಿ ನೌಕಾಪಡೆಗೆ ನಿಯೋಜನೆಗೊಂಡಿತು. ಭಾರತದ ಮೊದಲ ಪರಮಾಣು ಚಾಲಿತ ಬ್ಯಾಲಿಸ್ಟಿಕ್ ಕ್ಷಿಪಣಿ ಸಬ್‌ಮರೀನ್ (ಎಸ್‌ಎಸ್‌ಬಿಎನ್) ಆಗಿರುವ ಐಎನ್‌ಎಸ್ ಅರಿಹಂತ್ ಸಂಪೂರ್ಣವಾಗಿ ದೇಶೀಯವಾಗಿ ನಿರ್ಮಾಣಗೊಂಡಿತು. ಇದರ ನಿರ್ಮಾಣ ಜುಲೈ 2009ರಲ್ಲಿ ಆರಂಭಗೊಂಡು, ಅದು 2016ರಲ್ಲಿ ಅಧಿಕೃತವಾಗಿ ನಿಯೋಜನೆಗೊಂಡಿತು. 2018ರ (393, 1697, 654, 2132)
jobs-headline: ಕೈಮಗ್ಗ ಮತ್ತು ಜವಳಿ ಇಲಾಖೆ; ಸಣ್ಣ ಮತ್ತು ಅತಿಸಣ್ಣ ಘಟಕ ಸ್ಥಾಪಿಸಲು ಅರ್ಜಿ ಆಹ್ವಾನ (24, 1557, 360, 1675)
gita-issue-number: ಸಂಖ್ಯೆ : 158 (137, 224, 247, 250)
jobs-top-rule (6, 1544, 379, 1546)
ambedkar-body-b: ಸೊಗಲದ, ಪದವಿ ಪೂರ್ವ ಶಿಕ್ಷಣ ಇಲಾಖೆ ಉಪನಿರ್ದೇಶಕ ಜಗದೀಶ, ಮಹಿಳಾ ಮತ್ತು ಮಕ್ಕಳ ಅಭಿವೃದ್ಧಿ ಇಲಾಖೆಯ ಉಪನಿರ್ದೇಶಕ ಪರುಶುರಾಮ್ ಶೆಟ್ಟೆಪ್ಪನವರ್, ಜಿಲ್ಲಾ ಸಂಖ್ಯಾ ಸಂಗ್ರಹಣಾಧಿಕಾರಿ ಸುಧಾಕರ ಮಾನೆ, ಜಿಲ್ಲಾ ವಾರ್ತಾ ಸಹಾಯಕ ನಿರ್ದೇಶಕ ಗವಿಸಿದ್ದಪ್ಪ ಹೊಸಮನಿ, ಕನ್ನಡ ಮತ್ತು ಸಂಸ್ಕೃತಿ ಇಲಾಖೆಯ ಸಹಾಯಕ ನಿರ್ದೇಶಕ ಕೊಟ್ರೇಶ್ ಮರಬನಳ್ಳಿ, ಸೇರಿದಂತೆ ಇತರೆ ವಿವಿಧ ಇಲಾಖೆಗಳ ಅಧಿಕಾರಿಗಳು ಮತ್ತು ಸಿಬ್ಬಂದಿಗಳು ಹಾಜರಿದ್ದರು. (662, 1318, 931, 1450)
anjuman-top-rule (6, 2104, 379, 2105)
masthead-rule (0, 36, 1514, 38)
missile-col2: ವೇಳೆಗೆ ಸಬ್‌ಮರೀನ್ ಸಂಪೂರ್ಣ ಕಾರ್ಯಾಚರಣಾ ಸನ್ನದ್ಧವಾಯಿತು. ರಕ್ಷಣಾ ಸಚಿವಾಲಯದ (ಎಂಒಡಿ) ಪ್ರಕಾರ, ಐಎನ್‌ಎಸ್ ಅರಿಘಾತ್ ಸಬ್‌ಮರೀನ್ ಐಎನ್‌ಎಸ್ ಅರಿಹಂತ್‌ಗೆ ಹೋಲಿಸಿದರೆ ಹೆಚ್ಚು ಅಡ್ವಾನ್ಸ್‌ಡ್ ಆಗಿದ್ದು, ದೇಶೀಯವಾಗಿ ನಿರ್ಮಾಣಗೊಂಡಿರುವ ಹಲವಾರು ಅಡ್ವಾನ್ಸ್‌ಡ್ ತಂತ್ರಜ್ಞಾನಗಳನ್ನು ಒಳಗೊಂಡಿದೆ. ಐಎನ್‌ಎಸ್ ಅರಿಘಾತ್ ಸಬ್‌ಮರೀನ್ ಐಎನ್‌ಎಸ್ ಅರಿಹಂತ್ ಗಿಂತ ಸ್ವಲ್ಪ ದೊಡ್ಡದಾಗಿದ್ದು, ಅಂದಾಜು 6,000 ಟನ್ ತೂಕ ಹೊಂದಿದೆ, 83 ಮೆಗಾವ್ಯಾಟ್ ಒತ್ತಡ ಸಹಿತ ಲೈಟ್ ವಾಟರ್ ಪರಮಾಣು ರಿಯಾಕ್ಟರ್‌ನಿಂದ ಶಕ್ತಿ ಪಡೆಯುತ್ತದೆ. ಈ ತಂತ್ರಜ್ಞಾನದ (662, 2120, 926, 2328)
jobs-body: ಬಳ್ಳಾರಿ: ಕೈಮಗ್ಗ ಮತ್ತು ಜವಳಿ ಇಲಾಖೆ ವತಿಯಿಂದ ಪ್ರಸಕ್ತ ಸಾಲಿಗೆ ಎಸ್‌ಸಿಎಸ್‌ಪಿ ಯೋಜನೆಯಡಿ ಪರಿಶಿಷ್ಟ ಜಾತಿ ಮತ್ತು ಪರಿಶಿಷ್ಟ ಪಂಗಡಕ್ಕೆ ಸೇರಿದ ವೈಯಕ್ತಿಕ ಫಲಾನುಭವಿ, ಪಾಲುದಾರಿಕೆ ಸಂಸ್ಥೆ, ಕಂಪನಿ, ಜವಳಿ ಸಹಕಾರ ಸಂಘ-ಸಂಸ್ಥೆಗಳು ಜವಳಿ ಕ್ಷೇತ್ರಕ್ಕೆ ಸಂಬಂಧಿಸಿದ ಸಣ್ಣ ಮತ್ತು ಅತಿಸಣ್ಣ (ಎಸ್‌ಎಮ್‌ಇ) ಘಟಕ ಸ್ಥಾಪನೆಗಾಗಿ ಅರ್ಹ ಅಭ್ಯರ್ಥಿಗಳಿಂದ ಅರ್ಜಿ ಆಹ್ವಾನಿಸಲಾಗಿದೆ. ಜಿಲ್ಲೆಗೆ ವಿಶೇಷ ಘಟಕ ಯೋಜನೆಯಡಿ ಭೌತಿಕ 03 ಹಾಗೂ ಗಿರಿಜನ ಉಪ ಯೋಜನೆಯಡಿ ಭೌತಿಕ 02 ಸೇರಿ ಒಟ್ಟು 05 ಭೌತಿಕ ಗುರಿಯನ್ನು ನಿಗದಿಪಡಿಸಲಾಗಿದ್ದು, ಯಶಸ್ವಿ ಅರ್ಜಿದಾರರ ಗಣಕೀಂದಗೆ ಸ್ಥಾಪಿಸುವ ಜವಳಿ ಘಟಕಗಳಿಗೆ ಸರ್ಕಾರದಿಂದ ಶೇ.75 ರಷ್ಟು ಬಂಡವಾಳ ಹೂಡಿಕೆ ಸಹಾಯಧನ ನೀಡಲಾಗುತ್ತದೆ. ಪ್ರಸ್ತಾವನೆ ಸಲ್ಲಿಸಲು ಡಿ.20 ಕೊನೆಯ ದಿನವಾಗಿದೆ. ಹೆಚ್ಚಿನ ಮಾಹಿತಿಗಾಗಿ ನಗರದ ಅನಂತಪುರ ರಸ್ತೆಯ ನೂತನ ಜಿಲ್ಲಾಡಳಿತ ಭವನದ "ಎ" ಬ್ಲಾಕ್‌ನ ನೆಲಮಹಡಿಯ ಕೊಠಡಿ ಸಂ.29ರ ಕೈಮಗ್ಗ ಮತ್ತು ಜವಳಿ ಇಲಾಖೆಯ ಉಪ ನಿರ್ದೇಶಕರ ಕಚೇರಿ ಅಥವಾ ದೂ.08392-266075 ಗೆ ಸಂಪರ್ಕಿಸಬಹುದು ಎಂದು ಕೈಮಗ್ಗ ಮತ್ತು ಜವಳಿ ಇಲಾಖೆಯ ಉಪನಿರ್ದೇಶಕರು ಪ್ರಕಟಣೆಯಲ್ಲಿ ತಿಳಿಸಿದ್ದಾರೆ. (9, 1689, 373, 1968)
temple-body-c: ರುದ್ರಪ್ರಯಾಗ-ಗೌರಿಕುಂಡ್ ರಾಷ್ಟ್ರೀಯ ಹೆದ್ದಾರಿಯಲ್ಲಿರುವ ಸೋನ್‌ಪ್ರಯಾಗದಿಂದ 11 ಕಿ.ಮೀ ದೂರದಲ್ಲಿರುವ ಈ ತಾಣ, ಪೌರಾಣಿಕ ಗ್ರಂಥಗಳ ಪ್ರಕಾರ ಶಿವ ಮತ್ತು ಪಾರ್ವತಿ ದೇವಿ ಪ್ರತಿಜ್ಞೆ ಮಾಡಿಕೊಂಡ ಸ್ಥಳ ಎಂದು ನಂಬಲಾಗಿದೆ. ಇದರ ಧಾರ್ಮಿಕ ಪ್ರಾಮುಖ್ಯತೆಯನ್ನು ಗುರುತಿಸಿ, ಸರ್ಕಾರ 2017 ರಲ್ಲಿ ಈ ಪವಿತ್ರ ದೇವಾಲಯವನ್ನು ಸುಂದರವಾದ ಸ್ಥಳವಾಗಿ ಕಾಣಿಸಿಕೊಳ್ಳುವಂತೆ ಮಾಡಿ ಮದುವೆಯಾಗುವ ತರುಣ-ತರುಣಿಯರಿಗೆ ಪ್ರತ್ಯಕ ಸ್ಥಳವಾಗಿ ಮಾಡಿದೆ. ಅದಿನಿಂದ, ಇದು ಬೇಡಿಕೆಯ ಮದುವೆಯ ತಾಣವಾಗಿದೆ. ವರ್ಷ. (1143, 653, 1321, 864)
anjuman-headline: ಡಿ.15 ರಂದು ಅಂಜುಮನ್ ಸಂಸ್ಥೆಯ ಕಾರ್ಯಕಾರಿ ಸಮಿತಿಗೆ ಚುನಾವಣೆ (22, 2113, 360, 2168)
newspaper-name: ಹೊಸಪೇಟೆ ಟೈಮ್ಸ್ (667, 2, 847, 36)
author-portrait-image (189, 1267, 369, 1444)
temple-photo (1145, 399, 1505, 648)
